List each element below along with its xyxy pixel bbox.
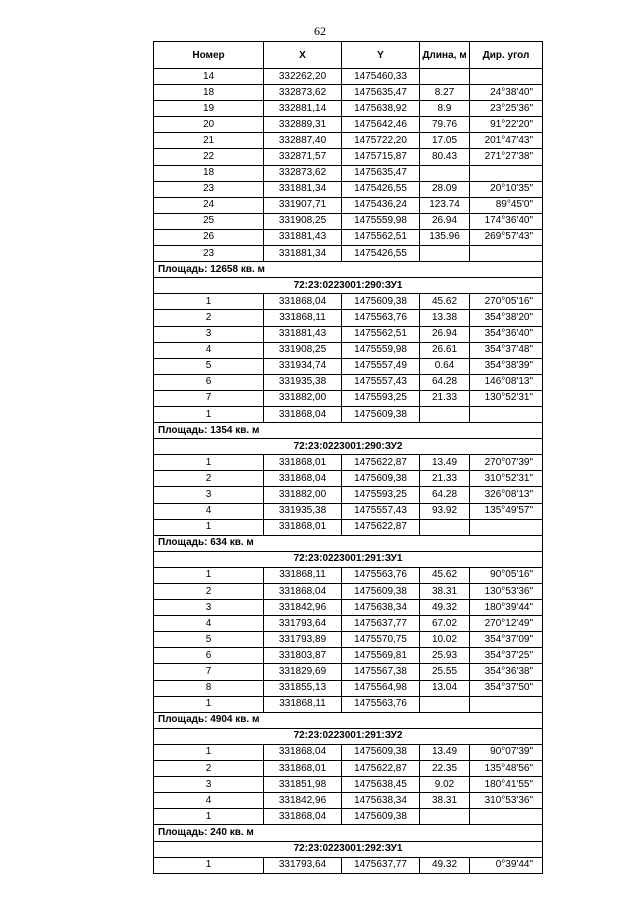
cell-angle: 310°52'31" (470, 471, 543, 487)
cell-x: 331868,04 (264, 406, 342, 422)
cell-y: 1475622,87 (342, 761, 420, 777)
cell-angle: 354°37'09" (470, 632, 543, 648)
cell-number: 19 (154, 101, 264, 117)
cell-x: 331829,69 (264, 664, 342, 680)
cell-y: 1475593,25 (342, 487, 420, 503)
cell-number: 18 (154, 85, 264, 101)
cell-number: 2 (154, 471, 264, 487)
cell-number: 3 (154, 600, 264, 616)
cell-length: 38.31 (420, 584, 470, 600)
cell-angle: 180°41'55" (470, 777, 543, 793)
cell-y: 1475638,92 (342, 101, 420, 117)
table-row (154, 455, 543, 471)
cell-length: 13.49 (420, 744, 470, 760)
cell-x: 331793,89 (264, 632, 342, 648)
cell-x: 331881,34 (264, 246, 342, 262)
cell-x: 331881,43 (264, 326, 342, 342)
table-row (154, 133, 543, 149)
table-row (154, 600, 543, 616)
column-header-number: Номер (154, 42, 264, 69)
cell-length: 13.38 (420, 310, 470, 326)
cell-number: 5 (154, 358, 264, 374)
table-row (154, 857, 543, 873)
cell-x: 331935,38 (264, 374, 342, 390)
cell-length: 49.32 (420, 600, 470, 616)
cell-x: 331868,04 (264, 471, 342, 487)
cell-y: 1475563,76 (342, 310, 420, 326)
cell-angle: 91°22'20" (470, 117, 543, 133)
table-body (154, 69, 543, 874)
table-row (154, 406, 543, 422)
cell-length (420, 406, 470, 422)
cell-number: 2 (154, 761, 264, 777)
table-row (154, 181, 543, 197)
cell-y: 1475567,38 (342, 664, 420, 680)
cell-y: 1475722,20 (342, 133, 420, 149)
cell-x: 331868,04 (264, 294, 342, 310)
cell-y: 1475622,87 (342, 519, 420, 535)
cell-number: 4 (154, 503, 264, 519)
cell-number: 26 (154, 229, 264, 245)
cell-number: 25 (154, 213, 264, 229)
table-row (154, 149, 543, 165)
cell-angle: 130°53'36" (470, 584, 543, 600)
area-row (154, 825, 543, 841)
cell-y: 1475557,49 (342, 358, 420, 374)
cell-y: 1475609,38 (342, 471, 420, 487)
cell-length: 13.49 (420, 455, 470, 471)
cell-number: 4 (154, 793, 264, 809)
cell-angle: 354°38'39" (470, 358, 543, 374)
cell-angle: 89°45'0" (470, 197, 543, 213)
cell-angle: 354°38'20" (470, 310, 543, 326)
cell-angle: 20°10'35" (470, 181, 543, 197)
cell-y: 1475562,51 (342, 229, 420, 245)
cell-length: 21.33 (420, 390, 470, 406)
cell-x: 332887,40 (264, 133, 342, 149)
cell-x: 331908,25 (264, 213, 342, 229)
table-row (154, 503, 543, 519)
table-row (154, 310, 543, 326)
cell-length: 67.02 (420, 616, 470, 632)
cell-length: 21.33 (420, 471, 470, 487)
table-row (154, 487, 543, 503)
cell-length: 8.27 (420, 85, 470, 101)
table-header-row (154, 42, 543, 69)
table-row (154, 246, 543, 262)
cell-y: 1475637,77 (342, 857, 420, 873)
table-row (154, 632, 543, 648)
cell-length: 26.94 (420, 326, 470, 342)
cell-x: 331882,00 (264, 487, 342, 503)
table-row (154, 294, 543, 310)
cell-number: 14 (154, 69, 264, 85)
cell-x: 331868,11 (264, 310, 342, 326)
cell-x: 331855,13 (264, 680, 342, 696)
cell-number: 1 (154, 519, 264, 535)
cell-number: 1 (154, 406, 264, 422)
cell-x: 331934,74 (264, 358, 342, 374)
cell-angle: 354°37'25" (470, 648, 543, 664)
table-row (154, 664, 543, 680)
cell-angle (470, 809, 543, 825)
cell-angle: 354°36'40" (470, 326, 543, 342)
cell-number: 1 (154, 744, 264, 760)
cell-angle: 135°48'56" (470, 761, 543, 777)
cell-x: 331793,64 (264, 616, 342, 632)
area-label: Площадь: 240 кв. м (154, 825, 543, 841)
cell-number: 1 (154, 857, 264, 873)
area-label: Площадь: 1354 кв. м (154, 423, 543, 439)
cell-number: 18 (154, 165, 264, 181)
parcel-id-row (154, 841, 543, 857)
column-header-length: Длина, м (420, 42, 470, 69)
cell-length: 45.62 (420, 294, 470, 310)
cell-number: 24 (154, 197, 264, 213)
cell-angle: 310°53'36" (470, 793, 543, 809)
cell-angle: 90°05'16" (470, 567, 543, 583)
cell-angle: 24°38'40" (470, 85, 543, 101)
table-row (154, 616, 543, 632)
cell-y: 1475426,55 (342, 181, 420, 197)
table-row (154, 101, 543, 117)
parcel-id-row (154, 278, 543, 294)
cell-number: 7 (154, 664, 264, 680)
cell-length: 13.04 (420, 680, 470, 696)
table-row (154, 648, 543, 664)
cell-number: 3 (154, 487, 264, 503)
cell-length: 9.02 (420, 777, 470, 793)
cell-y: 1475635,47 (342, 85, 420, 101)
cell-y: 1475426,55 (342, 246, 420, 262)
area-label: Площадь: 4904 кв. м (154, 712, 543, 728)
cell-x: 331908,25 (264, 342, 342, 358)
cell-length: 64.28 (420, 374, 470, 390)
table-row (154, 793, 543, 809)
parcel-id-label: 72:23:0223001:290:ЗУ2 (154, 439, 543, 455)
cell-y: 1475642,46 (342, 117, 420, 133)
cell-y: 1475593,25 (342, 390, 420, 406)
cell-number: 4 (154, 616, 264, 632)
area-label: Площадь: 634 кв. м (154, 535, 543, 551)
cell-angle (470, 69, 543, 85)
cell-y: 1475563,76 (342, 567, 420, 583)
cell-y: 1475622,87 (342, 455, 420, 471)
cell-y: 1475563,76 (342, 696, 420, 712)
table-row (154, 165, 543, 181)
cell-length: 17.05 (420, 133, 470, 149)
cell-angle: 326°08'13" (470, 487, 543, 503)
cell-angle: 270°12'49" (470, 616, 543, 632)
cell-y: 1475609,38 (342, 809, 420, 825)
cell-number: 1 (154, 294, 264, 310)
cell-x: 332871,57 (264, 149, 342, 165)
parcel-id-label: 72:23:0223001:291:ЗУ2 (154, 728, 543, 744)
table-row (154, 584, 543, 600)
cell-length (420, 165, 470, 181)
cell-angle: 0°39'44" (470, 857, 543, 873)
cell-angle (470, 246, 543, 262)
cell-y: 1475569,81 (342, 648, 420, 664)
cell-number: 1 (154, 809, 264, 825)
cell-y: 1475638,34 (342, 600, 420, 616)
cell-angle: 90°07'39" (470, 744, 543, 760)
cell-angle: 201°47'43" (470, 133, 543, 149)
table-row (154, 519, 543, 535)
cell-angle: 146°08'13" (470, 374, 543, 390)
cell-angle: 271°27'38" (470, 149, 543, 165)
cell-length: 38.31 (420, 793, 470, 809)
cell-angle (470, 165, 543, 181)
cell-number: 1 (154, 455, 264, 471)
cell-x: 331868,11 (264, 567, 342, 583)
cell-number: 1 (154, 696, 264, 712)
parcel-id-label: 72:23:0223001:292:ЗУ1 (154, 841, 543, 857)
cell-length: 10.02 (420, 632, 470, 648)
cell-number: 21 (154, 133, 264, 149)
cell-length: 28.09 (420, 181, 470, 197)
cell-angle: 23°25'36" (470, 101, 543, 117)
cell-length: 25.93 (420, 648, 470, 664)
cell-x: 331868,01 (264, 761, 342, 777)
cell-length: 25.55 (420, 664, 470, 680)
cell-x: 331868,01 (264, 519, 342, 535)
parcel-id-row (154, 728, 543, 744)
table-row (154, 326, 543, 342)
cell-length (420, 69, 470, 85)
cell-number: 2 (154, 310, 264, 326)
cell-y: 1475570,75 (342, 632, 420, 648)
cell-angle (470, 519, 543, 535)
cell-number: 8 (154, 680, 264, 696)
table-row (154, 358, 543, 374)
table-row (154, 342, 543, 358)
cell-x: 332889,31 (264, 117, 342, 133)
cell-length: 26.94 (420, 213, 470, 229)
cell-length (420, 519, 470, 535)
table-row (154, 777, 543, 793)
cell-x: 331793,64 (264, 857, 342, 873)
table-row (154, 213, 543, 229)
table-row (154, 85, 543, 101)
cell-length: 79.76 (420, 117, 470, 133)
cell-angle: 354°37'50" (470, 680, 543, 696)
cell-y: 1475638,45 (342, 777, 420, 793)
table-row (154, 229, 543, 245)
parcel-id-row (154, 551, 543, 567)
area-row (154, 262, 543, 278)
cell-y: 1475559,98 (342, 342, 420, 358)
cell-x: 331881,43 (264, 229, 342, 245)
cell-length: 8.9 (420, 101, 470, 117)
cell-length (420, 246, 470, 262)
cell-x: 332881,14 (264, 101, 342, 117)
parcel-id-row (154, 439, 543, 455)
cell-x: 331842,96 (264, 793, 342, 809)
table-row (154, 69, 543, 85)
cell-number: 4 (154, 342, 264, 358)
table-row (154, 744, 543, 760)
cell-x: 331907,71 (264, 197, 342, 213)
cell-y: 1475609,38 (342, 744, 420, 760)
column-header-x: X (264, 42, 342, 69)
cell-number: 6 (154, 648, 264, 664)
cell-number: 22 (154, 149, 264, 165)
cell-x: 331868,01 (264, 455, 342, 471)
column-header-angle: Дир. угол (470, 42, 543, 69)
cell-length (420, 809, 470, 825)
cell-length: 45.62 (420, 567, 470, 583)
cell-angle: 354°36'38" (470, 664, 543, 680)
cell-y: 1475562,51 (342, 326, 420, 342)
area-row (154, 712, 543, 728)
cell-angle: 130°52'31" (470, 390, 543, 406)
cell-number: 23 (154, 181, 264, 197)
area-row (154, 535, 543, 551)
table-row (154, 390, 543, 406)
cell-angle: 270°05'16" (470, 294, 543, 310)
cell-x: 332873,62 (264, 85, 342, 101)
cell-number: 20 (154, 117, 264, 133)
cell-x: 331881,34 (264, 181, 342, 197)
table-row (154, 696, 543, 712)
cell-length: 135.96 (420, 229, 470, 245)
cell-y: 1475635,47 (342, 165, 420, 181)
cell-angle (470, 696, 543, 712)
cell-y: 1475609,38 (342, 584, 420, 600)
cell-angle: 354°37'48" (470, 342, 543, 358)
cell-x: 331851,98 (264, 777, 342, 793)
cell-x: 331882,00 (264, 390, 342, 406)
cell-length: 22.35 (420, 761, 470, 777)
table-row (154, 117, 543, 133)
cell-number: 23 (154, 246, 264, 262)
cell-y: 1475637,77 (342, 616, 420, 632)
cell-angle: 135°49'57" (470, 503, 543, 519)
cell-number: 2 (154, 584, 264, 600)
cell-length (420, 696, 470, 712)
cell-angle: 269°57'43" (470, 229, 543, 245)
table-row (154, 761, 543, 777)
cell-y: 1475559,98 (342, 213, 420, 229)
parcel-id-label: 72:23:0223001:290:ЗУ1 (154, 278, 543, 294)
cell-y: 1475609,38 (342, 406, 420, 422)
cell-y: 1475609,38 (342, 294, 420, 310)
cell-number: 1 (154, 567, 264, 583)
cell-x: 331868,04 (264, 809, 342, 825)
table-row (154, 680, 543, 696)
cell-angle: 180°39'44" (470, 600, 543, 616)
cell-y: 1475557,43 (342, 374, 420, 390)
cell-y: 1475460,33 (342, 69, 420, 85)
cell-length: 49.32 (420, 857, 470, 873)
table-row (154, 567, 543, 583)
cell-angle: 270°07'39" (470, 455, 543, 471)
cell-number: 6 (154, 374, 264, 390)
cell-length: 80.43 (420, 149, 470, 165)
column-header-y: Y (342, 42, 420, 69)
cell-x: 332873,62 (264, 165, 342, 181)
cell-x: 332262,20 (264, 69, 342, 85)
parcel-id-label: 72:23:0223001:291:ЗУ1 (154, 551, 543, 567)
cell-x: 331803,87 (264, 648, 342, 664)
table-row (154, 809, 543, 825)
cell-y: 1475564,98 (342, 680, 420, 696)
cell-length: 123.74 (420, 197, 470, 213)
cell-x: 331868,11 (264, 696, 342, 712)
page-number: 62 (314, 24, 326, 38)
coordinates-table (153, 41, 543, 874)
area-row (154, 423, 543, 439)
cell-number: 3 (154, 777, 264, 793)
cell-x: 331868,04 (264, 744, 342, 760)
cell-length: 0.64 (420, 358, 470, 374)
cell-length: 64.28 (420, 487, 470, 503)
cell-angle: 174°36'40" (470, 213, 543, 229)
table-row (154, 197, 543, 213)
cell-angle (470, 406, 543, 422)
area-label: Площадь: 12658 кв. м (154, 262, 543, 278)
cell-y: 1475715,87 (342, 149, 420, 165)
cell-number: 7 (154, 390, 264, 406)
cell-y: 1475436,24 (342, 197, 420, 213)
table-row (154, 471, 543, 487)
cell-length: 93.92 (420, 503, 470, 519)
cell-number: 3 (154, 326, 264, 342)
cell-number: 5 (154, 632, 264, 648)
cell-x: 331935,38 (264, 503, 342, 519)
cell-y: 1475638,34 (342, 793, 420, 809)
cell-length: 26.61 (420, 342, 470, 358)
cell-x: 331842,96 (264, 600, 342, 616)
cell-y: 1475557,43 (342, 503, 420, 519)
table-row (154, 374, 543, 390)
cell-x: 331868,04 (264, 584, 342, 600)
